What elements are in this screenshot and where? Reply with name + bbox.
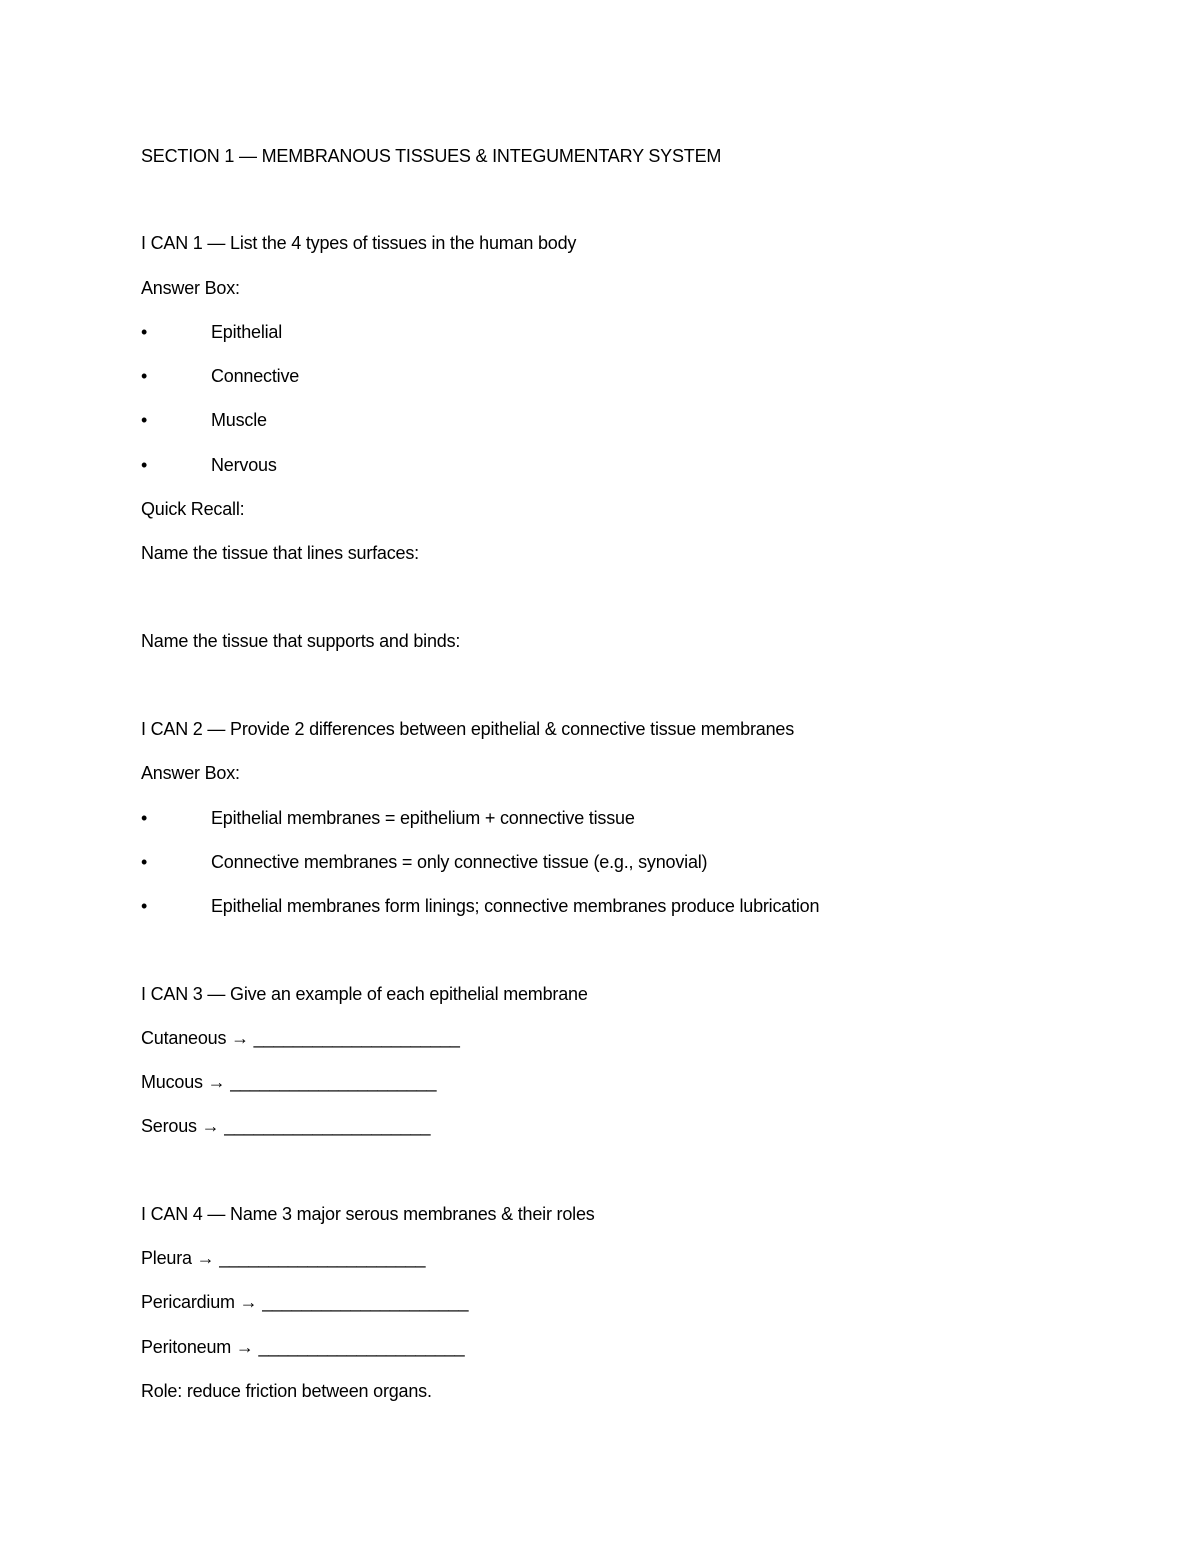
fill-blank-line: Pleura → _____________________: [141, 1248, 426, 1268]
ican2-heading: I CAN 2 — Provide 2 differences between epithelial & connective tissue membranes: [141, 719, 795, 739]
list-item-text: Epithelial: [211, 322, 283, 342]
bullet-icon: •: [141, 808, 148, 828]
section-title: SECTION 1 — MEMBRANOUS TISSUES & INTEGUMENTARY SYSTEM: [141, 146, 722, 166]
bullet-icon: •: [141, 852, 148, 872]
list-item-text: Epithelial membranes = epithelium + connective tissue: [211, 808, 635, 828]
quick-recall-label: Quick Recall:: [141, 499, 245, 519]
list-item-text: Muscle: [211, 410, 267, 430]
ican1-heading: I CAN 1 — List the 4 types of tissues in the human body: [141, 233, 577, 253]
list-item-text: Connective: [211, 366, 300, 386]
list-item-text: Epithelial membranes form linings; connective membranes produce lubrication: [211, 896, 820, 916]
prompt-lines-surfaces: Name the tissue that lines surfaces:: [141, 543, 419, 563]
bullet-icon: •: [141, 410, 148, 430]
ican1-answer-label: Answer Box:: [141, 278, 240, 298]
fill-blank-line: Peritoneum → _____________________: [141, 1337, 465, 1357]
ican4-heading: I CAN 4 — Name 3 major serous membranes & their roles: [141, 1204, 595, 1224]
ican3-heading: I CAN 3 — Give an example of each epithelial membrane: [141, 984, 588, 1004]
fill-blank-line: Mucous → _____________________: [141, 1072, 437, 1092]
fill-blank-line: Serous → _____________________: [141, 1116, 431, 1136]
list-item-text: Connective membranes = only connective tissue (e.g., synovial): [211, 852, 708, 872]
fill-blank-line: Cutaneous → _____________________: [141, 1028, 460, 1048]
ican2-answer-label: Answer Box:: [141, 763, 240, 783]
bullet-icon: •: [141, 366, 148, 386]
bullet-icon: •: [141, 322, 148, 342]
role-note: Role: reduce friction between organs.: [141, 1381, 432, 1401]
bullet-icon: •: [141, 896, 148, 916]
fill-blank-line: Pericardium → _____________________: [141, 1292, 469, 1312]
list-item-text: Nervous: [211, 455, 277, 475]
bullet-icon: •: [141, 455, 148, 475]
prompt-supports-binds: Name the tissue that supports and binds:: [141, 631, 461, 651]
